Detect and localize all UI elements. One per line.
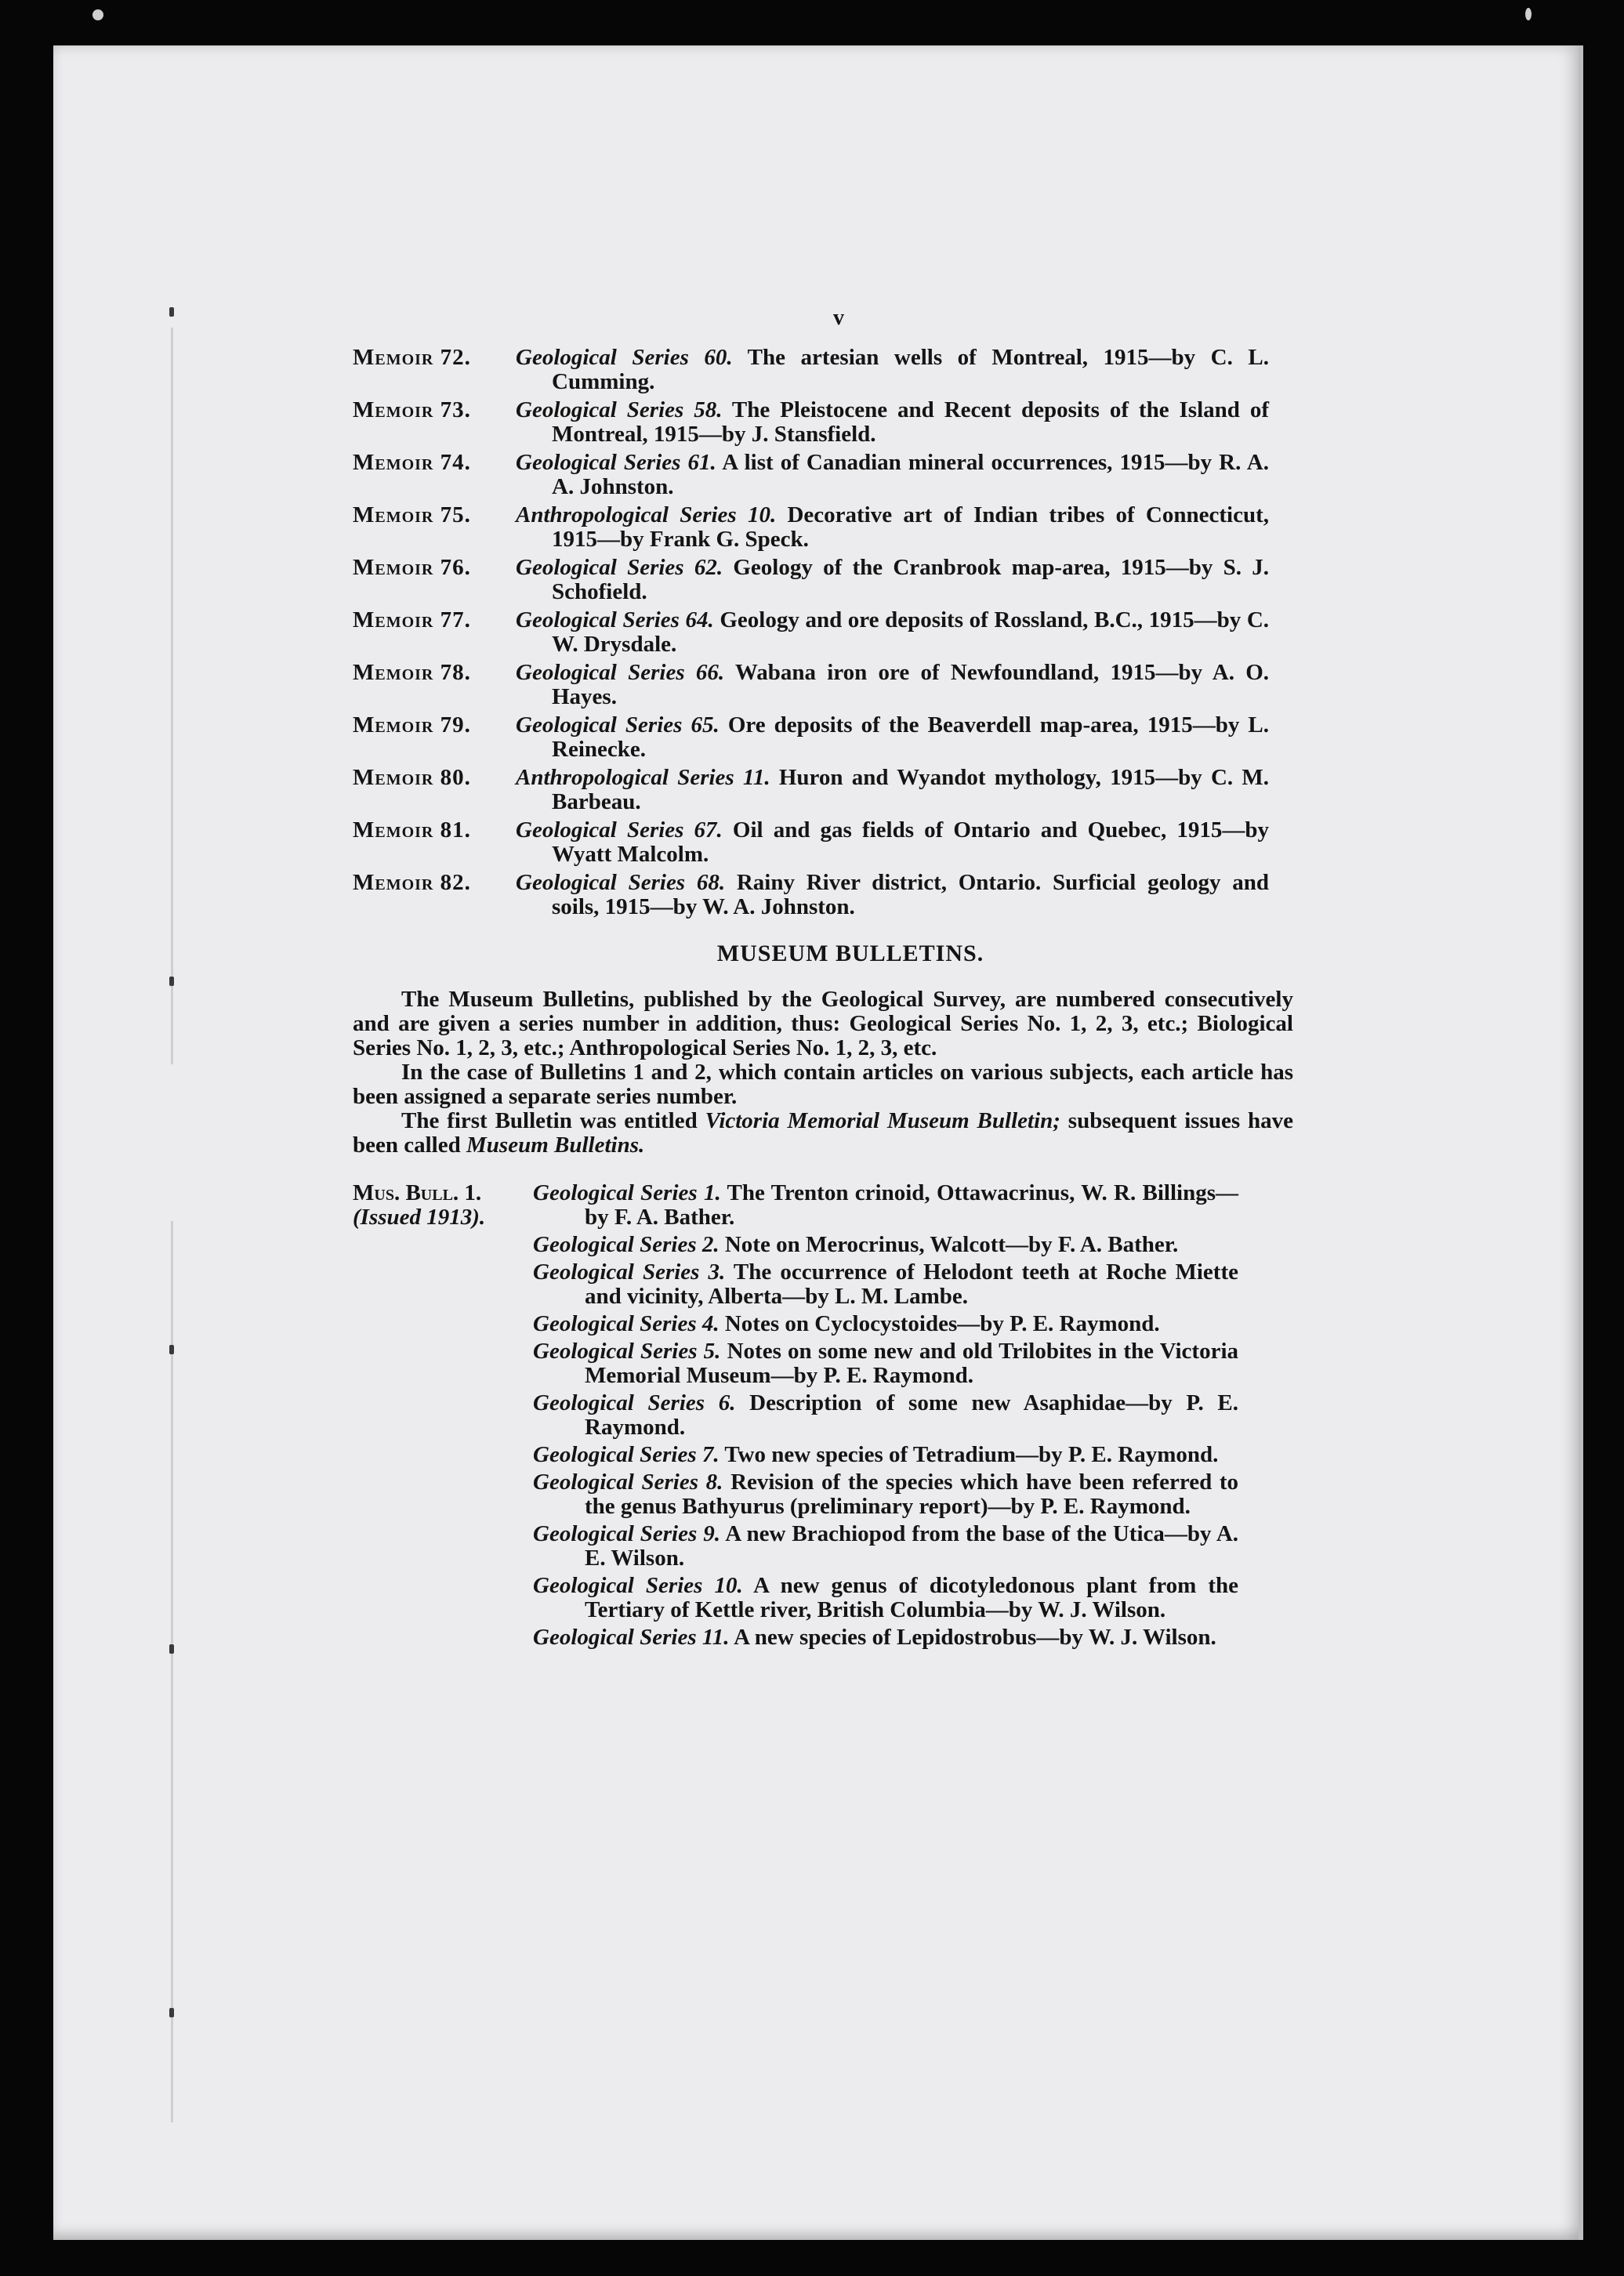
memoir-description [516, 713, 1269, 762]
article-series: Geological Series 8. [533, 1470, 723, 1495]
memoir-entry [353, 818, 1293, 867]
article-series: Geological Series 3. [533, 1259, 726, 1285]
memoir-title: Ore deposits of the Beaverdell map-area, 1915—by L. Reinecke. [552, 712, 1270, 762]
bulletin-article [533, 1574, 1238, 1622]
article-title: Description of some new Asaphidae—by P. E. Raymond. [585, 1390, 1238, 1440]
memoir-description [516, 871, 1269, 919]
margin-mark [169, 1345, 174, 1354]
intro-paragraph [353, 1109, 1293, 1158]
memoir-label: Memoir 74. [353, 450, 471, 475]
memoir-entry [353, 871, 1293, 919]
article-series: Geological Series 1. [533, 1180, 721, 1205]
bulletin-article [533, 1522, 1238, 1571]
margin-mark [169, 307, 174, 317]
bulletin-article [533, 1339, 1238, 1388]
bulletin-title: Museum Bulletins. [466, 1133, 645, 1158]
memoir-series: Geological Series 62. [516, 555, 723, 580]
page-number: v [833, 306, 844, 330]
page-edge-shadow [1579, 45, 1583, 2240]
memoir-description [516, 766, 1269, 814]
memoir-entry [353, 608, 1293, 657]
binding-margin-line [171, 1221, 173, 2122]
memoir-label: Memoir 72. [353, 345, 471, 370]
memoir-title: The artesian wells of Montreal, 1915—by C. L. Cumming. [552, 345, 1269, 394]
bulletin-article [533, 1233, 1238, 1257]
bulletin-title: Victoria Memorial Museum Bulletin; [705, 1108, 1060, 1133]
memoir-label: Memoir 79. [353, 712, 471, 738]
article-title: The occurrence of Helodont teeth at Roche Miette and vicinity, Alberta—by L. M. Lambe. [585, 1259, 1238, 1309]
intro-text: The first Bulletin was entitled [401, 1108, 698, 1133]
memoir-series: Geological Series 68. [516, 870, 726, 895]
memoir-title: A list of Canadian mineral occurrences, 1915—by R. A. A. Johnston. [552, 450, 1269, 499]
page-content [353, 306, 1293, 1653]
article-series: Geological Series 11. [533, 1625, 730, 1650]
memoir-series: Geological Series 64. [516, 607, 714, 632]
bulletin-article [533, 1312, 1238, 1336]
bulletin-article [533, 1260, 1238, 1309]
memoir-title: Huron and Wyandot mythology, 1915—by C. M. Barbeau. [552, 765, 1270, 814]
bulletin-article [533, 1470, 1238, 1519]
memoir-title: Wabana iron ore of Newfoundland, 1915—by A. O. Hayes. [552, 660, 1270, 709]
scan-dust [1525, 8, 1532, 20]
article-title: A new Brachiopod from the base of the Utica—by A. E. Wilson. [585, 1521, 1239, 1571]
memoir-label: Memoir 75. [353, 502, 471, 527]
bulletin-article [533, 1181, 1238, 1230]
article-series: Geological Series 7. [533, 1442, 720, 1467]
article-series: Geological Series 5. [533, 1339, 721, 1364]
memoir-series: Anthropological Series 10. [516, 502, 777, 527]
binding-margin-line [171, 328, 173, 1064]
article-series: Geological Series 10. [533, 1573, 743, 1598]
memoir-entry [353, 346, 1293, 394]
memoir-description [516, 398, 1269, 447]
bulletin-label [353, 1181, 533, 1653]
memoir-entry [353, 503, 1293, 552]
article-series: Geological Series 2. [533, 1232, 720, 1257]
article-title: Revision of the species which have been referred to the genus Bathyurus (preliminary report)—by P. E. Raymond. [585, 1470, 1239, 1519]
memoir-label: Memoir 81. [353, 817, 471, 843]
memoir-title: Rainy River district, Ontario. Surficial geology and soils, 1915—by W. A. Johnston. [552, 870, 1270, 919]
memoir-title: Oil and gas fields of Ontario and Quebec, 1915—by Wyatt Malcolm. [552, 817, 1270, 867]
memoir-description [516, 661, 1269, 709]
memoir-title: Geology and ore deposits of Rossland, B.C., 1915—by C. W. Drysdale. [552, 607, 1270, 657]
memoir-entry [353, 451, 1293, 499]
article-title: Two new species of Tetradium—by P. E. Raymond. [724, 1442, 1219, 1467]
scan-dust [92, 9, 103, 20]
intro-text: subsequent issues have been called [353, 1108, 1294, 1158]
article-title: The Trenton crinoid, Ottawacrinus, W. R. Billings—by F. A. Bather. [585, 1180, 1239, 1230]
memoir-description [516, 451, 1269, 499]
memoir-label: Memoir 76. [353, 555, 471, 580]
article-title: A new species of Lepidostrobus—by W. J. Wilson. [734, 1625, 1216, 1650]
memoir-series: Geological Series 65. [516, 712, 720, 738]
memoir-title: Geology of the Cranbrook map-area, 1915—by S. J. Schofield. [552, 555, 1270, 604]
bulletin-number: Mus. Bull. 1. [353, 1180, 482, 1205]
bulletin-entry [353, 1181, 1293, 1653]
bulletin-article-list [533, 1181, 1238, 1653]
memoir-label: Memoir 77. [353, 607, 471, 632]
bulletin-article [533, 1625, 1238, 1650]
memoir-description [516, 503, 1269, 552]
memoir-entry [353, 556, 1293, 604]
memoir-label: Memoir 80. [353, 765, 471, 790]
memoir-series: Geological Series 58. [516, 397, 723, 422]
bulletin-article [533, 1391, 1238, 1440]
memoir-entry [353, 766, 1293, 814]
memoir-series: Geological Series 66. [516, 660, 725, 685]
memoir-entry [353, 661, 1293, 709]
memoir-description [516, 608, 1269, 657]
memoir-series: Geological Series 67. [516, 817, 723, 843]
article-series: Geological Series 6. [533, 1390, 736, 1415]
memoir-list [353, 346, 1293, 919]
margin-mark [169, 2008, 174, 2017]
memoir-description [516, 818, 1269, 867]
memoir-label: Memoir 73. [353, 397, 471, 422]
margin-mark [169, 977, 174, 986]
article-series: Geological Series 9. [533, 1521, 720, 1546]
memoir-series: Geological Series 60. [516, 345, 733, 370]
memoir-entry [353, 398, 1293, 447]
intro-paragraph: The Museum Bulletins, published by the Geological Survey, are numbered consecutively and are given a series number in addition, thus: Geological Series No. 1, 2, 3, etc.; Biological Series No. 1, 2, 3, etc.; Anthropological Series No. 1, 2, 3, etc. [353, 987, 1293, 1060]
intro-paragraph: In the case of Bulletins 1 and 2, which contain articles on various subjects, each article has been assigned a separate series number. [353, 1060, 1293, 1109]
memoir-series: Geological Series 61. [516, 450, 716, 475]
section-heading: MUSEUM BULLETINS. [716, 940, 984, 966]
margin-mark [169, 1644, 174, 1654]
article-series: Geological Series 4. [533, 1311, 720, 1336]
article-title: Notes on some new and old Trilobites in the Victoria Memorial Museum—by P. E. Raymond. [585, 1339, 1239, 1388]
memoir-description [516, 346, 1269, 394]
bulletin-issued: (Issued 1913). [353, 1205, 486, 1230]
article-title: Note on Merocrinus, Walcott—by F. A. Bather. [724, 1232, 1179, 1257]
memoir-series: Anthropological Series 11. [516, 765, 770, 790]
article-title: Notes on Cyclocystoides—by P. E. Raymond. [724, 1311, 1160, 1336]
article-title: A new genus of dicotyledonous plant from the Tertiary of Kettle river, British Columbia—by W. J. Wilson. [585, 1573, 1238, 1622]
memoir-label: Memoir 82. [353, 870, 471, 895]
memoir-title: The Pleistocene and Recent deposits of the Island of Montreal, 1915—by J. Stansfield. [552, 397, 1269, 447]
memoir-entry [353, 713, 1293, 762]
bulletin-article [533, 1443, 1238, 1467]
memoir-description [516, 556, 1269, 604]
memoir-label: Memoir 78. [353, 660, 471, 685]
memoir-title: Decorative art of Indian tribes of Connecticut, 1915—by Frank G. Speck. [552, 502, 1269, 552]
